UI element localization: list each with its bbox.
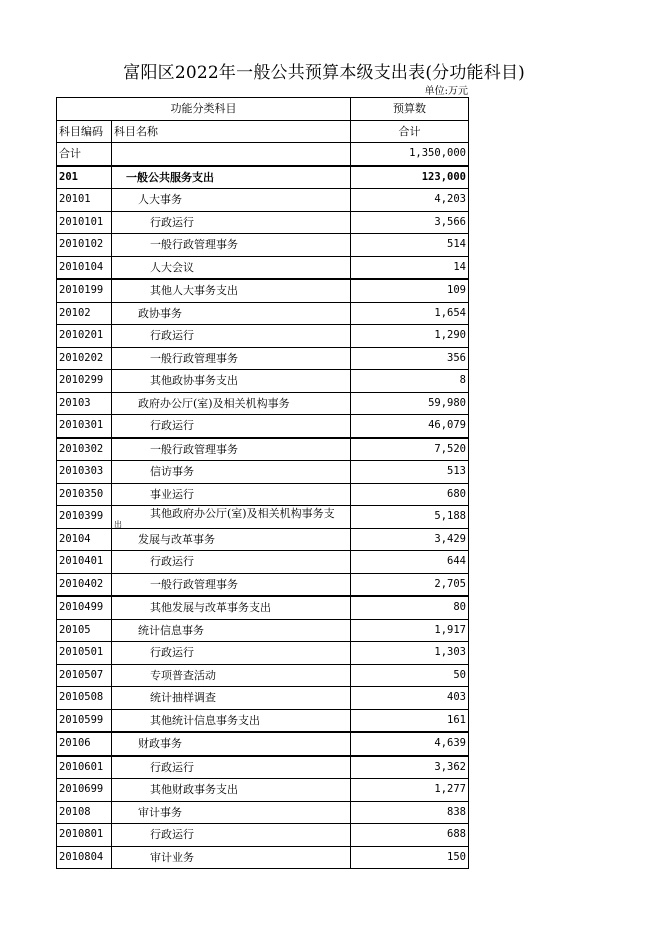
row-name <box>112 461 351 484</box>
row-name <box>112 664 351 687</box>
row-code: 2010501 <box>57 642 112 665</box>
row-name-text: 发展与改革事务 <box>138 532 215 546</box>
row-name <box>112 392 351 415</box>
row-code: 2010104 <box>57 256 112 279</box>
row-name-text: 一般行政管理事务 <box>150 238 238 252</box>
row-amount: 46,079 <box>351 415 469 438</box>
row-amount: 403 <box>351 687 469 710</box>
row-amount: 109 <box>351 279 469 302</box>
row-amount: 3,566 <box>351 211 469 234</box>
table-row <box>57 756 469 779</box>
row-amount: 3,429 <box>351 528 469 551</box>
row-name-text: 其他发展与改革事务支出 <box>150 601 271 615</box>
row-code: 20103 <box>57 392 112 415</box>
name-header: 科目名称 <box>112 120 351 143</box>
table-row <box>57 302 469 325</box>
row-amount: 2,705 <box>351 573 469 596</box>
row-name-text: 事业运行 <box>150 487 194 501</box>
row-code: 2010350 <box>57 483 112 506</box>
table-row <box>57 256 469 279</box>
row-name-text: 人大会议 <box>150 260 194 274</box>
table-row <box>57 779 469 802</box>
table-row <box>57 415 469 438</box>
table-row <box>57 370 469 393</box>
table-row <box>57 619 469 642</box>
row-name-text: 一般行政管理事务 <box>150 351 238 365</box>
row-code: 2010301 <box>57 415 112 438</box>
table-row <box>57 234 469 257</box>
table-row <box>57 642 469 665</box>
row-amount: 5,188 <box>351 506 469 529</box>
table-row <box>57 732 469 756</box>
row-name <box>112 642 351 665</box>
category-header: 功能分类科目 <box>57 98 351 121</box>
table-row <box>57 166 469 189</box>
row-code: 2010399 <box>57 506 112 529</box>
row-name-text: 行政运行 <box>150 555 194 569</box>
row-name <box>112 779 351 802</box>
row-name-text: 信访事务 <box>150 465 194 479</box>
header-row-2 <box>57 120 469 143</box>
row-name-text: 统计信息事务 <box>138 623 204 637</box>
row-amount: 14 <box>351 256 469 279</box>
row-amount: 1,303 <box>351 642 469 665</box>
row-name-text: 政府办公厅(室)及相关机构事务 <box>138 396 290 410</box>
row-code: 2010508 <box>57 687 112 710</box>
row-name <box>112 234 351 257</box>
row-code: 2010507 <box>57 664 112 687</box>
row-name <box>112 824 351 847</box>
table-row <box>57 596 469 619</box>
row-code: 2010101 <box>57 211 112 234</box>
row-name <box>112 573 351 596</box>
row-name-text: 其他统计信息事务支出 <box>150 713 260 727</box>
table-row <box>57 824 469 847</box>
row-code: 2010499 <box>57 596 112 619</box>
row-name <box>112 528 351 551</box>
row-name <box>112 189 351 212</box>
row-amount: 3,362 <box>351 756 469 779</box>
table-row <box>57 189 469 212</box>
row-name-text: 一般公共服务支出 <box>126 170 214 184</box>
row-code: 2010699 <box>57 779 112 802</box>
row-amount: 4,639 <box>351 732 469 756</box>
row-amount: 1,277 <box>351 779 469 802</box>
total-label: 合计 <box>57 143 112 166</box>
row-code: 2010303 <box>57 461 112 484</box>
row-amount: 1,654 <box>351 302 469 325</box>
row-name-overflow: 出 <box>114 520 122 528</box>
row-code: 2010801 <box>57 824 112 847</box>
table-row <box>57 392 469 415</box>
row-name-text: 政协事务 <box>138 306 182 320</box>
row-code: 2010199 <box>57 279 112 302</box>
row-name <box>112 619 351 642</box>
row-code: 2010102 <box>57 234 112 257</box>
row-name-text: 行政运行 <box>150 828 194 842</box>
table-row <box>57 709 469 732</box>
table-row <box>57 347 469 370</box>
row-name-text: 一般行政管理事务 <box>150 442 238 456</box>
row-code: 2010299 <box>57 370 112 393</box>
row-name-text: 一般行政管理事务 <box>150 577 238 591</box>
table-row <box>57 664 469 687</box>
row-amount: 1,290 <box>351 325 469 348</box>
row-name <box>112 166 351 189</box>
row-name <box>112 756 351 779</box>
row-amount: 356 <box>351 347 469 370</box>
table-row <box>57 846 469 869</box>
budget-header: 预算数 <box>351 98 469 121</box>
row-amount: 161 <box>351 709 469 732</box>
table-row <box>57 279 469 302</box>
table-row <box>57 506 469 529</box>
budget-table <box>56 97 469 869</box>
row-name-text: 人大事务 <box>138 193 182 207</box>
row-name <box>112 596 351 619</box>
row-amount: 7,520 <box>351 438 469 461</box>
row-name <box>112 846 351 869</box>
row-code: 20102 <box>57 302 112 325</box>
row-name <box>112 709 351 732</box>
row-code: 2010202 <box>57 347 112 370</box>
row-name-text: 财政事务 <box>138 737 182 751</box>
row-code: 20104 <box>57 528 112 551</box>
row-name-text: 其他人大事务支出 <box>150 284 238 298</box>
row-amount: 123,000 <box>351 166 469 189</box>
row-name <box>112 438 351 461</box>
row-name-text: 行政运行 <box>150 215 194 229</box>
row-code: 20108 <box>57 801 112 824</box>
row-name-text: 专项普查活动 <box>150 668 216 682</box>
row-amount: 838 <box>351 801 469 824</box>
row-code: 20101 <box>57 189 112 212</box>
total-row <box>57 143 469 166</box>
row-name-text: 行政运行 <box>150 419 194 433</box>
row-amount: 1,917 <box>351 619 469 642</box>
table-row <box>57 325 469 348</box>
row-name-text: 其他政协事务支出 <box>150 374 238 388</box>
row-name <box>112 415 351 438</box>
row-name <box>112 483 351 506</box>
header-row-1 <box>57 98 469 121</box>
row-name <box>112 801 351 824</box>
row-name <box>112 370 351 393</box>
row-amount: 80 <box>351 596 469 619</box>
row-code: 2010302 <box>57 438 112 461</box>
row-code: 2010599 <box>57 709 112 732</box>
row-name <box>112 302 351 325</box>
row-name-text: 行政运行 <box>150 760 194 774</box>
row-name <box>112 256 351 279</box>
row-code: 20106 <box>57 732 112 756</box>
row-name-text: 统计抽样调查 <box>150 691 216 705</box>
row-amount: 150 <box>351 846 469 869</box>
row-code: 2010201 <box>57 325 112 348</box>
row-code: 20105 <box>57 619 112 642</box>
row-name <box>112 687 351 710</box>
row-name <box>112 551 351 574</box>
row-name <box>112 347 351 370</box>
row-code: 2010804 <box>57 846 112 869</box>
unit-label: 单位:万元 <box>424 86 468 97</box>
row-amount: 688 <box>351 824 469 847</box>
page-title: 富阳区2022年一般公共预算本级支出表(分功能科目) <box>123 63 525 83</box>
row-name-text: 行政运行 <box>150 646 194 660</box>
total-name-cell <box>112 143 351 166</box>
table-row <box>57 211 469 234</box>
row-name-text: 其他财政事务支出 <box>150 783 238 797</box>
row-amount: 680 <box>351 483 469 506</box>
row-amount: 644 <box>351 551 469 574</box>
row-name <box>112 279 351 302</box>
row-code: 2010401 <box>57 551 112 574</box>
table-row <box>57 483 469 506</box>
row-amount: 59,980 <box>351 392 469 415</box>
table-row <box>57 528 469 551</box>
total-header: 合计 <box>351 120 469 143</box>
row-name <box>112 325 351 348</box>
row-amount: 514 <box>351 234 469 257</box>
row-name-text: 其他政府办公厅(室)及相关机构事务支 <box>150 507 335 520</box>
table-row <box>57 687 469 710</box>
table-row <box>57 573 469 596</box>
code-header: 科目编码 <box>57 120 112 143</box>
row-code: 2010601 <box>57 756 112 779</box>
row-code: 2010402 <box>57 573 112 596</box>
row-amount: 513 <box>351 461 469 484</box>
table-row <box>57 551 469 574</box>
row-name <box>112 506 351 529</box>
total-amount: 1,350,000 <box>351 143 469 166</box>
row-name-text: 审计业务 <box>150 850 194 864</box>
row-name-text: 审计事务 <box>138 805 182 819</box>
table-row <box>57 438 469 461</box>
row-name-text: 行政运行 <box>150 329 194 343</box>
row-amount: 4,203 <box>351 189 469 212</box>
row-name <box>112 211 351 234</box>
table-row <box>57 801 469 824</box>
row-amount: 8 <box>351 370 469 393</box>
row-amount: 50 <box>351 664 469 687</box>
row-code: 201 <box>57 166 112 189</box>
table-row <box>57 461 469 484</box>
row-name <box>112 732 351 756</box>
